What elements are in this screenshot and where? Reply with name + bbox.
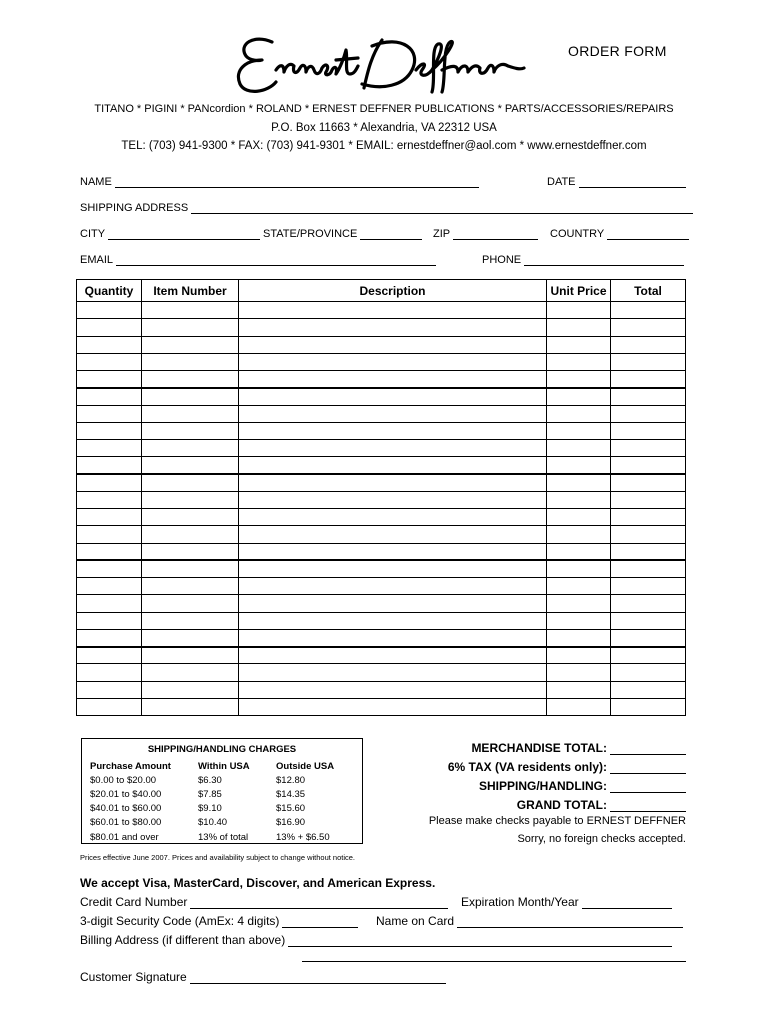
table-row [77, 371, 686, 388]
table-row [77, 647, 686, 664]
table-row [77, 491, 686, 508]
quantity-cell[interactable] [77, 388, 142, 405]
item-number-cell[interactable] [142, 388, 239, 405]
description-cell[interactable] [239, 543, 547, 560]
brands-line: TITANO * PIGINI * PANcordion * ROLAND * ERNEST DEFFNER PUBLICATIONS * PARTS/ACCESSORIES/REPAIRS [94, 103, 674, 115]
email-label: EMAIL [80, 254, 114, 266]
total-cell[interactable] [611, 371, 686, 388]
shipping-within: $6.30 [198, 774, 222, 786]
quantity-cell[interactable] [77, 629, 142, 646]
description-cell[interactable] [239, 647, 547, 664]
shipping-rate-row [90, 773, 358, 787]
billing-address-field[interactable] [288, 937, 672, 947]
table-row [77, 629, 686, 646]
table-row [77, 422, 686, 439]
quantity-cell[interactable] [77, 353, 142, 370]
quantity-cell[interactable] [77, 612, 142, 629]
shipping-within: 13% of total [198, 831, 249, 843]
total-cell[interactable] [611, 681, 686, 698]
card-number-label: Credit Card Number [80, 895, 188, 909]
item-number-cell[interactable] [142, 474, 239, 491]
item-number-cell[interactable] [142, 371, 239, 388]
zip-field[interactable] [453, 230, 538, 240]
unit-price-cell[interactable] [547, 595, 611, 612]
shipping-col-within: Within USA [198, 760, 250, 772]
shipping-amount: $40.01 to $60.00 [90, 803, 162, 815]
quantity-cell[interactable] [77, 405, 142, 422]
item-number-cell[interactable] [142, 578, 239, 595]
table-row [77, 543, 686, 560]
table-row [77, 353, 686, 370]
accepted-cards-heading [80, 876, 435, 890]
name-on-card-field[interactable] [457, 918, 683, 928]
unit-price-cell[interactable] [547, 440, 611, 457]
city-label: CITY [80, 228, 106, 240]
billing-address-label: Billing Address (if different than above) [80, 933, 286, 947]
shipping-handling-field[interactable] [610, 781, 686, 793]
name-on-card-label: Name on Card [376, 914, 455, 928]
total-cell[interactable] [611, 422, 686, 439]
table-row [77, 595, 686, 612]
date-row [547, 176, 686, 188]
item-number-cell[interactable] [142, 422, 239, 439]
quantity-cell[interactable] [77, 457, 142, 474]
quantity-cell[interactable] [77, 302, 142, 319]
merchandise-total-label: MERCHANDISE TOTAL: [471, 741, 607, 755]
quantity-cell[interactable] [77, 595, 142, 612]
state-label: STATE/PROVINCE [263, 228, 358, 240]
grand-total-row [420, 793, 686, 812]
state-field[interactable] [360, 230, 422, 240]
checks-payable-note: Please make checks payable to ERNEST DEFFNER [428, 815, 686, 827]
item-number-cell[interactable] [142, 612, 239, 629]
phone-row [482, 254, 684, 266]
contact-line: TEL: (703) 941-9300 * FAX: (703) 941-9301 * EMAIL: ernestdeffner@aol.com * www.ernestdeffner.com [121, 140, 647, 152]
description-cell[interactable] [239, 302, 547, 319]
quantity-cell[interactable] [77, 543, 142, 560]
unit-price-cell[interactable] [547, 681, 611, 698]
shipping-amount: $20.01 to $40.00 [90, 788, 162, 800]
unit-price-cell[interactable] [547, 578, 611, 595]
item-number-cell[interactable] [142, 698, 239, 715]
item-number-cell[interactable] [142, 405, 239, 422]
item-number-cell[interactable] [142, 336, 239, 353]
unit-price-cell[interactable] [547, 664, 611, 681]
quantity-cell[interactable] [77, 319, 142, 336]
shipping-outside: $16.90 [276, 817, 306, 829]
name-label: NAME [80, 176, 112, 188]
unit-price-cell[interactable] [547, 353, 611, 370]
description-cell[interactable] [239, 698, 547, 715]
description-cell[interactable] [239, 526, 547, 543]
shipping-address-row [80, 202, 693, 214]
totals-section [420, 736, 686, 848]
shipping-amount: $80.01 and over [90, 831, 159, 843]
description-cell[interactable] [239, 405, 547, 422]
shipping-col-outside: Outside USA [276, 760, 335, 772]
tax-label: 6% TAX (VA residents only): [447, 760, 607, 774]
phone-field[interactable] [524, 256, 684, 266]
item-number-cell[interactable] [142, 319, 239, 336]
table-row [77, 302, 686, 319]
item-number-cell[interactable] [142, 457, 239, 474]
shipping-charges-box [81, 738, 363, 844]
shipping-within: $7.85 [198, 788, 222, 800]
description-cell[interactable] [239, 629, 547, 646]
quantity-cell[interactable] [77, 422, 142, 439]
total-cell[interactable] [611, 578, 686, 595]
quantity-cell[interactable] [77, 647, 142, 664]
total-cell[interactable] [611, 440, 686, 457]
col-description: Description [239, 280, 547, 302]
quantity-cell[interactable] [77, 560, 142, 577]
unit-price-cell[interactable] [547, 405, 611, 422]
item-number-cell[interactable] [142, 302, 239, 319]
foreign-checks-note: Sorry, no foreign checks accepted. [517, 833, 686, 845]
order-form-title: ORDER FORM [568, 43, 667, 59]
col-unit-price: Unit Price [547, 280, 611, 302]
unit-price-cell[interactable] [547, 509, 611, 526]
quantity-cell[interactable] [77, 474, 142, 491]
shipping-amount: $0.00 to $20.00 [90, 774, 157, 786]
description-cell[interactable] [239, 371, 547, 388]
shipping-handling-label: SHIPPING/HANDLING: [478, 779, 607, 793]
email-field[interactable] [116, 256, 436, 266]
country-field[interactable] [607, 230, 689, 240]
shipping-address-field[interactable] [191, 204, 693, 214]
total-cell[interactable] [611, 474, 686, 491]
city-row [80, 228, 260, 240]
item-number-cell[interactable] [142, 647, 239, 664]
unit-price-cell[interactable] [547, 302, 611, 319]
table-row [77, 457, 686, 474]
shipping-outside: $15.60 [276, 803, 306, 815]
description-cell[interactable] [239, 491, 547, 508]
table-row [77, 698, 686, 715]
total-cell[interactable] [611, 612, 686, 629]
order-items-table [76, 279, 686, 716]
merchandise-total-field[interactable] [610, 743, 686, 755]
shipping-within: $9.10 [198, 803, 222, 815]
unit-price-cell[interactable] [547, 526, 611, 543]
name-on-card-row [376, 914, 683, 928]
col-total: Total [611, 280, 686, 302]
card-number-field[interactable] [190, 899, 448, 909]
unit-price-cell[interactable] [547, 560, 611, 577]
table-row [77, 612, 686, 629]
grand-total-label: GRAND TOTAL: [516, 798, 607, 812]
unit-price-cell[interactable] [547, 422, 611, 439]
signature-logo-graphic [232, 30, 532, 100]
billing-address-field-line2[interactable] [302, 952, 686, 962]
country-label: COUNTRY [550, 228, 605, 240]
table-row [77, 440, 686, 457]
table-row [77, 405, 686, 422]
total-cell[interactable] [611, 302, 686, 319]
quantity-cell[interactable] [77, 681, 142, 698]
total-cell[interactable] [611, 647, 686, 664]
shipping-rate-row [90, 802, 358, 816]
total-cell[interactable] [611, 560, 686, 577]
description-cell[interactable] [239, 681, 547, 698]
total-cell[interactable] [611, 595, 686, 612]
description-cell[interactable] [239, 336, 547, 353]
unit-price-cell[interactable] [547, 474, 611, 491]
accepted-cards-text: We accept Visa, MasterCard, Discover, and American Express. [80, 876, 436, 890]
total-cell[interactable] [611, 353, 686, 370]
total-cell[interactable] [611, 664, 686, 681]
security-code-label: 3-digit Security Code (AmEx: 4 digits) [80, 914, 280, 928]
unit-price-cell[interactable] [547, 543, 611, 560]
tax-row [420, 755, 686, 774]
quantity-cell[interactable] [77, 491, 142, 508]
unit-price-cell[interactable] [547, 647, 611, 664]
description-cell[interactable] [239, 560, 547, 577]
total-cell[interactable] [611, 509, 686, 526]
unit-price-cell[interactable] [547, 491, 611, 508]
zip-label: ZIP [433, 228, 451, 240]
unit-price-cell[interactable] [547, 336, 611, 353]
billing-address-row [80, 933, 672, 947]
item-number-cell[interactable] [142, 595, 239, 612]
unit-price-cell[interactable] [547, 612, 611, 629]
table-row [77, 526, 686, 543]
shipping-rate-row [90, 830, 358, 844]
shipping-charges-title: SHIPPING/HANDLING CHARGES [147, 744, 297, 755]
total-cell[interactable] [611, 526, 686, 543]
ernest-deffner-logo [232, 30, 532, 100]
table-row [77, 474, 686, 491]
shipping-rate-row [90, 816, 358, 830]
total-cell[interactable] [611, 336, 686, 353]
shipping-col-amount: Purchase Amount [90, 760, 171, 772]
quantity-cell[interactable] [77, 578, 142, 595]
total-cell[interactable] [611, 405, 686, 422]
description-cell[interactable] [239, 319, 547, 336]
shipping-handling-row [420, 774, 686, 793]
city-field[interactable] [108, 230, 260, 240]
shipping-outside: $12.80 [276, 774, 306, 786]
quantity-cell[interactable] [77, 664, 142, 681]
description-cell[interactable] [239, 612, 547, 629]
total-cell[interactable] [611, 319, 686, 336]
name-row [80, 176, 479, 188]
date-field[interactable] [579, 178, 686, 188]
country-row [550, 228, 689, 240]
total-cell[interactable] [611, 629, 686, 646]
description-cell[interactable] [239, 388, 547, 405]
description-cell[interactable] [239, 440, 547, 457]
grand-total-field[interactable] [610, 800, 686, 812]
date-label: DATE [547, 176, 576, 188]
item-number-cell[interactable] [142, 560, 239, 577]
total-cell[interactable] [611, 388, 686, 405]
signature-label: Customer Signature [80, 970, 187, 984]
description-cell[interactable] [239, 422, 547, 439]
prices-fine-print: Prices effective June 2007. Prices and availability subject to change without notice. [80, 853, 356, 862]
address-line: P.O. Box 11663 * Alexandria, VA 22312 USA [271, 122, 497, 134]
shipping-within: $10.40 [198, 817, 228, 829]
card-number-row [80, 895, 448, 909]
shipping-address-label: SHIPPING ADDRESS [80, 202, 189, 214]
items-body [77, 302, 686, 716]
col-item-number: Item Number [142, 280, 239, 302]
phone-label: PHONE [482, 254, 522, 266]
unit-price-cell[interactable] [547, 388, 611, 405]
description-cell[interactable] [239, 353, 547, 370]
item-number-cell[interactable] [142, 664, 239, 681]
merchandise-total-row [420, 736, 686, 755]
signature-field[interactable] [190, 974, 446, 984]
quantity-cell[interactable] [77, 698, 142, 715]
description-cell[interactable] [239, 457, 547, 474]
table-row [77, 336, 686, 353]
quantity-cell[interactable] [77, 371, 142, 388]
total-cell[interactable] [611, 457, 686, 474]
shipping-rate-row [90, 787, 358, 801]
signature-row [80, 970, 446, 984]
email-row [80, 254, 436, 266]
shipping-amount: $60.01 to $80.00 [90, 817, 162, 829]
table-row [77, 560, 686, 577]
expiration-field[interactable] [582, 899, 672, 909]
description-cell[interactable] [239, 595, 547, 612]
unit-price-cell[interactable] [547, 629, 611, 646]
table-row [77, 319, 686, 336]
name-field[interactable] [115, 178, 479, 188]
col-quantity: Quantity [77, 280, 142, 302]
security-code-field[interactable] [282, 918, 358, 928]
table-row [77, 509, 686, 526]
total-cell[interactable] [611, 698, 686, 715]
billing-address-line2-row [302, 952, 686, 962]
items-header-row [77, 280, 686, 302]
item-number-cell[interactable] [142, 353, 239, 370]
description-cell[interactable] [239, 578, 547, 595]
description-cell[interactable] [239, 664, 547, 681]
unit-price-cell[interactable] [547, 457, 611, 474]
quantity-cell[interactable] [77, 336, 142, 353]
unit-price-cell[interactable] [547, 319, 611, 336]
table-row [77, 578, 686, 595]
unit-price-cell[interactable] [547, 698, 611, 715]
shipping-charges-table [90, 759, 358, 844]
total-cell[interactable] [611, 491, 686, 508]
quantity-cell[interactable] [77, 526, 142, 543]
item-number-cell[interactable] [142, 681, 239, 698]
quantity-cell[interactable] [77, 509, 142, 526]
quantity-cell[interactable] [77, 440, 142, 457]
item-number-cell[interactable] [142, 440, 239, 457]
tax-field[interactable] [610, 762, 686, 774]
item-number-cell[interactable] [142, 629, 239, 646]
item-number-cell[interactable] [142, 509, 239, 526]
item-number-cell[interactable] [142, 543, 239, 560]
expiration-label: Expiration Month/Year [461, 895, 579, 909]
shipping-header-row [90, 759, 358, 773]
unit-price-cell[interactable] [547, 371, 611, 388]
table-row [77, 681, 686, 698]
description-cell[interactable] [239, 474, 547, 491]
description-cell[interactable] [239, 509, 547, 526]
item-number-cell[interactable] [142, 526, 239, 543]
item-number-cell[interactable] [142, 491, 239, 508]
table-row [77, 388, 686, 405]
total-cell[interactable] [611, 543, 686, 560]
shipping-outside: $14.35 [276, 788, 306, 800]
table-row [77, 664, 686, 681]
shipping-outside: 13% + $6.50 [276, 831, 330, 843]
security-code-row [80, 914, 358, 928]
expiration-row [461, 895, 672, 909]
state-row [263, 228, 422, 240]
zip-row [433, 228, 538, 240]
